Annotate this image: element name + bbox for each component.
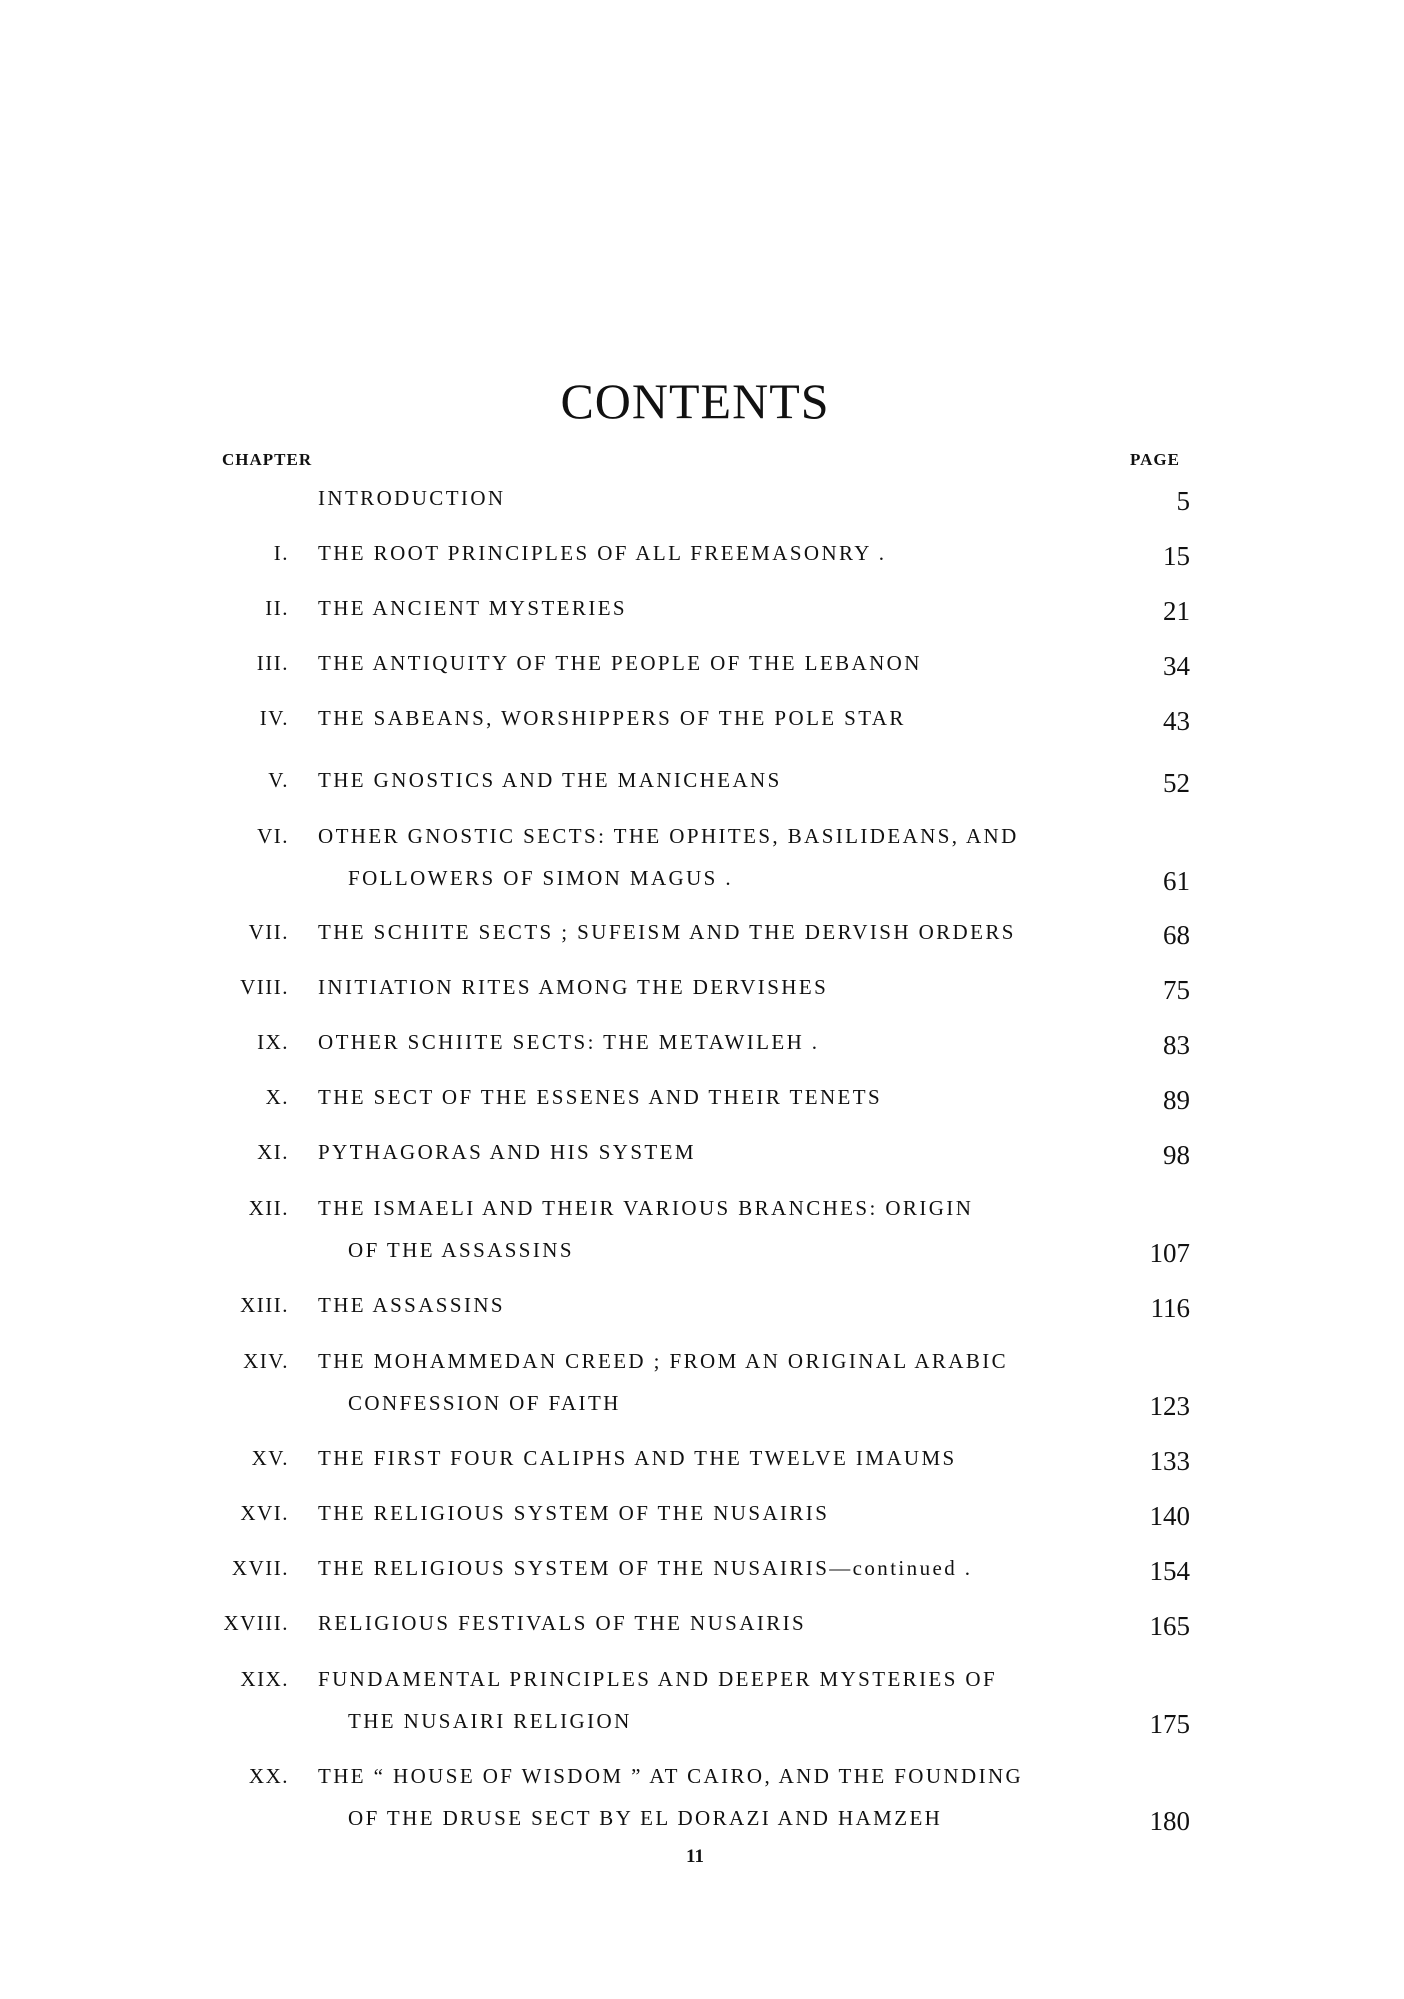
page-number: 75 xyxy=(1163,975,1190,1005)
toc-entry-introduction xyxy=(0,486,1404,526)
chapter-title: THE RELIGIOUS SYSTEM OF THE NUSAIRIS—continued . xyxy=(318,1556,973,1580)
toc-entry xyxy=(0,975,1404,1015)
chapter-title-continued: FOLLOWERS OF SIMON MAGUS . xyxy=(348,866,734,890)
page-number: 175 xyxy=(1149,1709,1190,1739)
page-number: 140 xyxy=(1149,1501,1190,1531)
chapter-number: XI. xyxy=(257,1140,289,1164)
chapter-column-header: CHAPTER xyxy=(222,450,313,469)
chapter-number: X. xyxy=(265,1085,289,1109)
chapter-number: IV. xyxy=(259,706,289,730)
chapter-title: THE MOHAMMEDAN CREED ; FROM AN ORIGINAL ARABIC xyxy=(318,1349,1009,1373)
toc-entry xyxy=(0,768,1404,808)
chapter-title: THE ISMAELI AND THEIR VARIOUS BRANCHES: ORIGIN xyxy=(318,1196,974,1220)
page-number: 116 xyxy=(1150,1293,1190,1323)
chapter-title: THE “ HOUSE OF WISDOM ” AT CAIRO, AND THE FOUNDING xyxy=(318,1764,1024,1788)
page-number: 89 xyxy=(1163,1085,1190,1115)
chapter-title: RELIGIOUS FESTIVALS OF THE NUSAIRIS xyxy=(318,1611,807,1635)
page-number: 133 xyxy=(1149,1446,1190,1476)
chapter-title: THE FIRST FOUR CALIPHS AND THE TWELVE IMAUMS xyxy=(318,1446,957,1470)
page-number: 43 xyxy=(1163,706,1190,736)
chapter-title: THE GNOSTICS AND THE MANICHEANS xyxy=(318,768,782,792)
chapter-title-continued: THE NUSAIRI RELIGION xyxy=(348,1709,632,1733)
page-number: 61 xyxy=(1163,866,1190,896)
page-number: 5 xyxy=(1176,486,1190,516)
toc-entry xyxy=(0,1140,1404,1180)
chapter-number: XIII. xyxy=(240,1293,289,1317)
page-number: 68 xyxy=(1163,920,1190,950)
page-folio-number: 11 xyxy=(686,1846,704,1867)
toc-entry xyxy=(0,706,1404,746)
toc-entry xyxy=(0,920,1404,960)
chapter-number: VI. xyxy=(257,824,289,848)
page-number: 15 xyxy=(1163,541,1190,571)
chapter-title: THE SCHIITE SECTS ; SUFEISM AND THE DERVISH ORDERS xyxy=(318,920,1016,944)
chapter-title: THE ROOT PRINCIPLES OF ALL FREEMASONRY . xyxy=(318,541,887,565)
page-number: 180 xyxy=(1149,1806,1190,1836)
chapter-title: OTHER GNOSTIC SECTS: THE OPHITES, BASILIDEANS, AND xyxy=(318,824,1019,848)
chapter-number: VII. xyxy=(248,920,289,944)
page-number: 98 xyxy=(1163,1140,1190,1170)
toc-entry xyxy=(0,1349,1404,1433)
chapter-number: XVIII. xyxy=(223,1611,289,1635)
chapter-title: FUNDAMENTAL PRINCIPLES AND DEEPER MYSTERIES OF xyxy=(318,1667,998,1691)
toc-entry xyxy=(0,1293,1404,1333)
page-number: 52 xyxy=(1163,768,1190,798)
chapter-title-continued: OF THE ASSASSINS xyxy=(348,1238,574,1262)
toc-entry xyxy=(0,1667,1404,1751)
toc-entry xyxy=(0,1446,1404,1486)
chapter-title: THE ANCIENT MYSTERIES xyxy=(318,596,628,620)
toc-entry xyxy=(0,1764,1404,1848)
page-number: 154 xyxy=(1149,1556,1190,1586)
page-title: CONTENTS xyxy=(560,373,830,429)
page-number: 123 xyxy=(1149,1391,1190,1421)
chapter-title: THE ASSASSINS xyxy=(318,1293,505,1317)
page-column-header: PAGE xyxy=(1130,450,1180,469)
chapter-title: THE SECT OF THE ESSENES AND THEIR TENETS xyxy=(318,1085,883,1109)
page-number: 83 xyxy=(1163,1030,1190,1060)
chapter-number: XX. xyxy=(248,1764,289,1788)
chapter-title: INTRODUCTION xyxy=(318,486,506,510)
toc-entry xyxy=(0,596,1404,636)
chapter-title: OTHER SCHIITE SECTS: THE METAWILEH . xyxy=(318,1030,820,1054)
chapter-title: THE ANTIQUITY OF THE PEOPLE OF THE LEBANON xyxy=(318,651,922,675)
chapter-title: PYTHAGORAS AND HIS SYSTEM xyxy=(318,1140,696,1164)
page-number: 165 xyxy=(1149,1611,1190,1641)
chapter-title-continued: OF THE DRUSE SECT BY EL DORAZI AND HAMZEH xyxy=(348,1806,943,1830)
chapter-number: I. xyxy=(273,541,289,565)
toc-entry xyxy=(0,824,1404,908)
page-number: 21 xyxy=(1163,596,1190,626)
chapter-number: XVI. xyxy=(240,1501,289,1525)
chapter-number: XIV. xyxy=(243,1349,289,1373)
toc-entry xyxy=(0,1611,1404,1651)
chapter-title: THE RELIGIOUS SYSTEM OF THE NUSAIRIS xyxy=(318,1501,830,1525)
chapter-number: III. xyxy=(256,651,289,675)
chapter-number: XV. xyxy=(251,1446,289,1470)
chapter-number: V. xyxy=(268,768,289,792)
chapter-number: IX. xyxy=(257,1030,289,1054)
toc-entry xyxy=(0,651,1404,691)
chapter-number: XII. xyxy=(248,1196,289,1220)
page-number: 107 xyxy=(1149,1238,1190,1268)
chapter-number: VIII. xyxy=(240,975,289,999)
chapter-title-continued: CONFESSION OF FAITH xyxy=(348,1391,621,1415)
chapter-number: XIX. xyxy=(240,1667,289,1691)
toc-entry xyxy=(0,1501,1404,1541)
chapter-number: XVII. xyxy=(231,1556,289,1580)
chapter-number: II. xyxy=(265,596,289,620)
toc-entry xyxy=(0,1196,1404,1280)
toc-entry xyxy=(0,541,1404,581)
page-number: 34 xyxy=(1163,651,1190,681)
toc-entry xyxy=(0,1556,1404,1596)
toc-entry xyxy=(0,1085,1404,1125)
chapter-title: INITIATION RITES AMONG THE DERVISHES xyxy=(318,975,829,999)
toc-entry xyxy=(0,1030,1404,1070)
chapter-title: THE SABEANS, WORSHIPPERS OF THE POLE STAR xyxy=(318,706,906,730)
